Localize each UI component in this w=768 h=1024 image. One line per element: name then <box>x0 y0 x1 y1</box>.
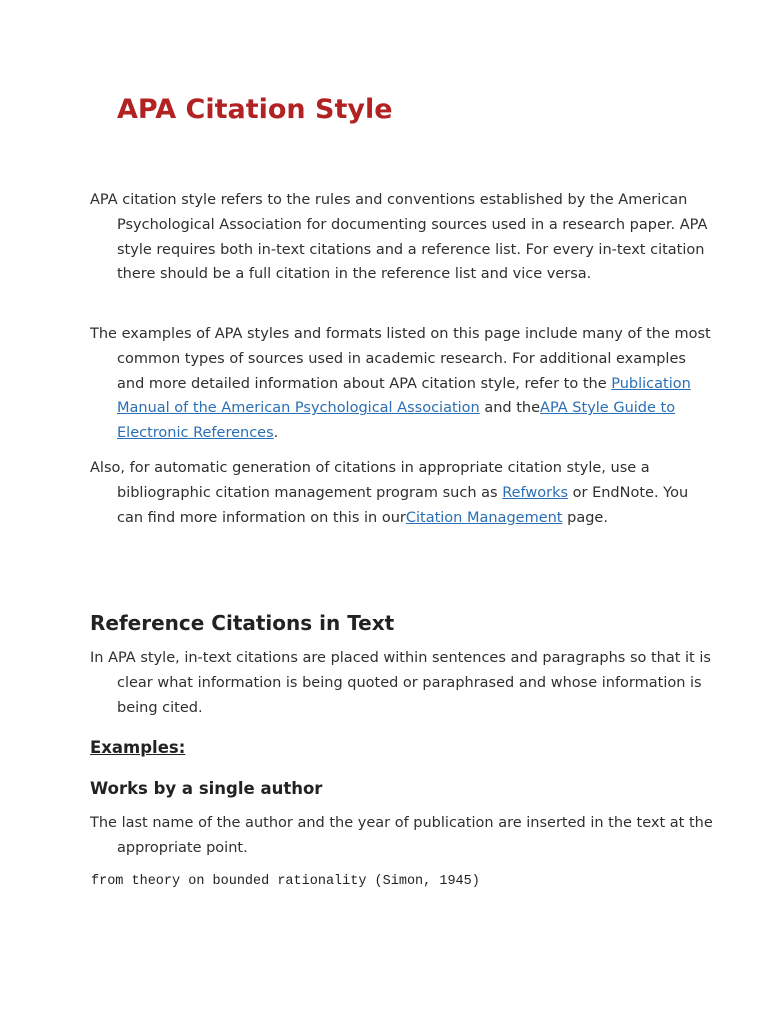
examples-text-c: . <box>273 425 279 442</box>
single-author-paragraph: The last name of the author and the year of publication are inserted in the text at the appropriate point. <box>90 815 713 856</box>
reference-citations-heading: Reference Citations in Text <box>90 611 395 635</box>
reference-citations-paragraph: In APA style, in-text citations are placed within sentences and paragraphs so that it is clear what information is being quoted or paraphrased and whose information is being cited. <box>90 650 711 716</box>
examples-text-a: The examples of APA styles and formats listed on this page include many of the most common types of sources used in academic research. For additional examples and more detailed information about APA citation style, refer to the <box>90 326 711 392</box>
citation-management-link[interactable]: Citation Management <box>405 509 563 526</box>
refworks-link[interactable]: Refworks <box>502 484 569 501</box>
apa-style-guide-link[interactable]: APA Style Guide to Electronic References <box>117 400 676 442</box>
single-author-example: from theory on bounded rationality (Simon, 1945) <box>91 874 480 889</box>
publication-manual-link[interactable]: Publication Manual of the American Psychological Association <box>117 375 691 417</box>
intro-paragraph: APA citation style refers to the rules and conventions established by the American Psychological Association for documenting sources used in a research paper. APA style requires both in-text citations and a reference list. For every in-text citation there should be a full citation in the reference list and vice versa. <box>90 192 708 283</box>
single-author-heading: Works by a single author <box>90 779 323 798</box>
automatic-citation-paragraph <box>90 456 717 530</box>
page-title: APA Citation Style <box>117 94 393 125</box>
examples-text-b: and the <box>479 400 541 417</box>
automatic-text-c: page. <box>562 509 608 526</box>
examples-paragraph <box>90 322 717 446</box>
examples-label: Examples: <box>90 738 186 757</box>
automatic-text-b: or EndNote. You can find more information on this in our <box>117 484 689 526</box>
automatic-text-a: Also, for automatic generation of citations in appropriate citation style, use a bibliographic citation management program such as <box>90 460 650 501</box>
